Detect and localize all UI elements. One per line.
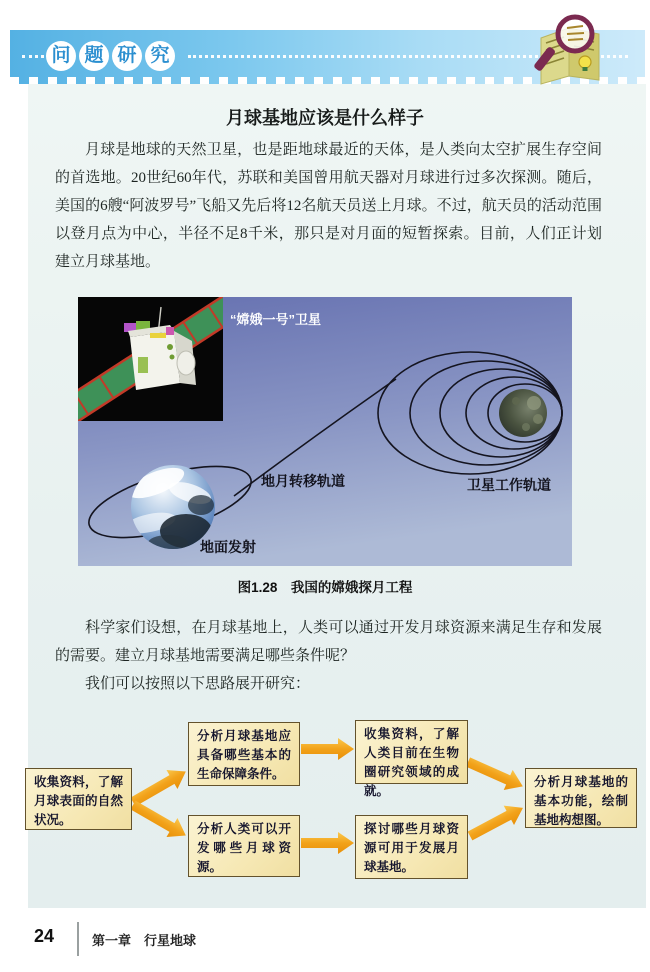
flow-box-biosphere: 收集资料，了解人类目前在生物圈研究领域的成就。 [355,720,468,784]
figure-label-satellite: “嫦娥一号”卫星 [230,312,322,327]
flow-box-life-support: 分析月球基地应具备哪些基本的生命保障条件。 [188,722,300,786]
flow-box-resources: 分析人类可以开发哪些月球资源。 [188,815,300,877]
flow-box-collect-surface: 收集资料，了解月球表面的自然状况。 [25,768,132,830]
arrow-d-to-f [464,752,528,797]
footer-divider [77,922,79,956]
flow-box-resource-use: 探讨哪些月球资源可用于发展月球基地。 [355,815,468,879]
chapter-title: 第一章 行星地球 [92,933,197,948]
arrow-c-to-e [301,832,354,854]
badge-char: 究 [145,41,175,71]
dotted-line-left [22,55,44,58]
figure-label-launch: 地面发射 [200,539,256,555]
figure-caption: 图1.28 我国的嫦娥探月工程 [237,580,413,595]
arrow-b-to-d [301,738,354,760]
page-number: 24 [34,926,55,946]
badge-char: 问 [46,41,76,71]
badge-char: 题 [79,41,109,71]
article-title: 月球基地应该是什么样子 [226,108,424,128]
section-badge [46,41,175,71]
change-mission-figure [78,297,572,566]
badge-char: 研 [112,41,142,71]
magnifier-book-icon [523,10,627,86]
figure-label-transfer-orbit: 地月转移轨道 [261,473,345,489]
arrow-e-to-f [465,798,528,846]
paragraph-2: 科学家们设想，在月球基地上，人类可以通过开发月球资源来满足生存和发展的需要。建立月球基地需要满足哪些条件呢？ [55,620,602,664]
research-flowchart [20,705,642,897]
page-footer [0,922,650,962]
figure-label-work-orbit: 卫星工作轨道 [467,477,551,493]
arrow-a-to-c [128,795,192,845]
paragraph-3: 我们可以按照以下思路展开研究： [85,676,311,692]
flow-box-base-functions: 分析月球基地的基本功能，绘制基地构想图。 [525,768,637,828]
moon [499,389,547,437]
paragraph-1: 月球是地球的天然卫星，也是距地球最近的天体，是人类向太空扩展生存空间的首选地。20世纪60年代，苏联和美国曾用航天器对月球进行过多次探测。随后，美国的6艘“阿波罗号”飞船又先后将12名航天员送上月球。不过，航天员的活动范围以登月点为中心，半径不足8千米，那只是对月面的短暂探索。目前，人们正计划建立月球基地。 [55,142,602,270]
